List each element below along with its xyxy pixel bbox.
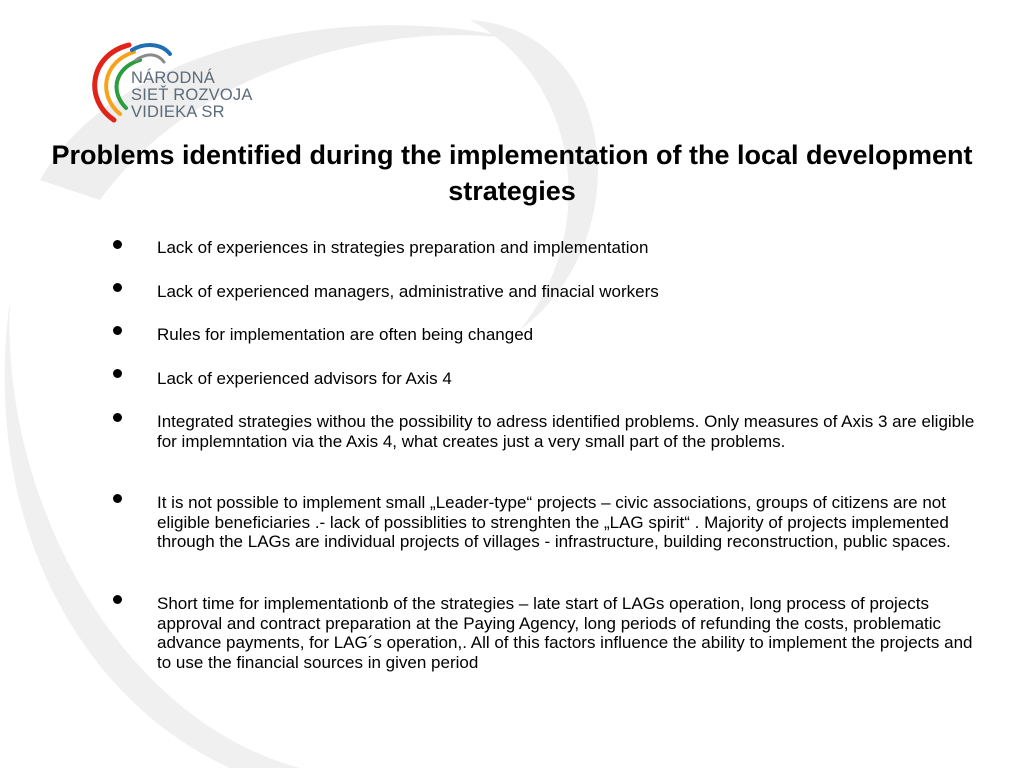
bullet-item-6: It is not possible to implement small „Leader-type“ projects – civic associations, groups of citizens are not eligible beneficiaries .- lack of possiblities to strenghten the „LAG spirit“ . Majority of projects implemented through the LAGs are individual projects of villages - infrastructure, building reconstruction, public spaces. xyxy=(157,493,951,551)
bullet-icon xyxy=(113,326,122,335)
bullet-icon xyxy=(113,494,122,503)
bullet-icon xyxy=(113,240,122,249)
logo-wordmark xyxy=(131,70,253,121)
bullet-item-3: Rules for implementation are often being changed xyxy=(157,325,534,344)
bullet-item-5: Integrated strategies withou the possibility to adress identified problems. Only measures of Axis 3 are eligible for implemntation via the Axis 4, what creates just a very small part of the problems. xyxy=(157,412,975,451)
bullet-icon xyxy=(113,413,122,422)
slide-title: Problems identified during the implementation of the local development strategies xyxy=(51,140,973,206)
bullet-icon xyxy=(113,595,122,604)
bullet-icon xyxy=(113,369,122,378)
bullet-item-1: Lack of experiences in strategies preparation and implementation xyxy=(157,238,649,257)
bullet-icon xyxy=(113,283,122,292)
logo-line-3: VIDIEKA SR xyxy=(131,103,225,121)
bullet-item-7: Short time for implementationb of the strategies – late start of LAGs operation, long process of projects approval and contract preparation at the Paying Agency, long periods of refunding the costs, problematic advance payments, for LAG´s operation,. All of this factors influence the ability to implement the projects and to use the financial sources in given period xyxy=(157,594,973,672)
bullet-item-2: Lack of experienced managers, administrative and finacial workers xyxy=(157,282,659,301)
bullet-item-4: Lack of experienced advisors for Axis 4 xyxy=(157,369,452,388)
logo-line-2: SIEŤ ROZVOJA xyxy=(131,86,253,104)
logo-line-1: NÁRODNÁ xyxy=(131,69,215,87)
